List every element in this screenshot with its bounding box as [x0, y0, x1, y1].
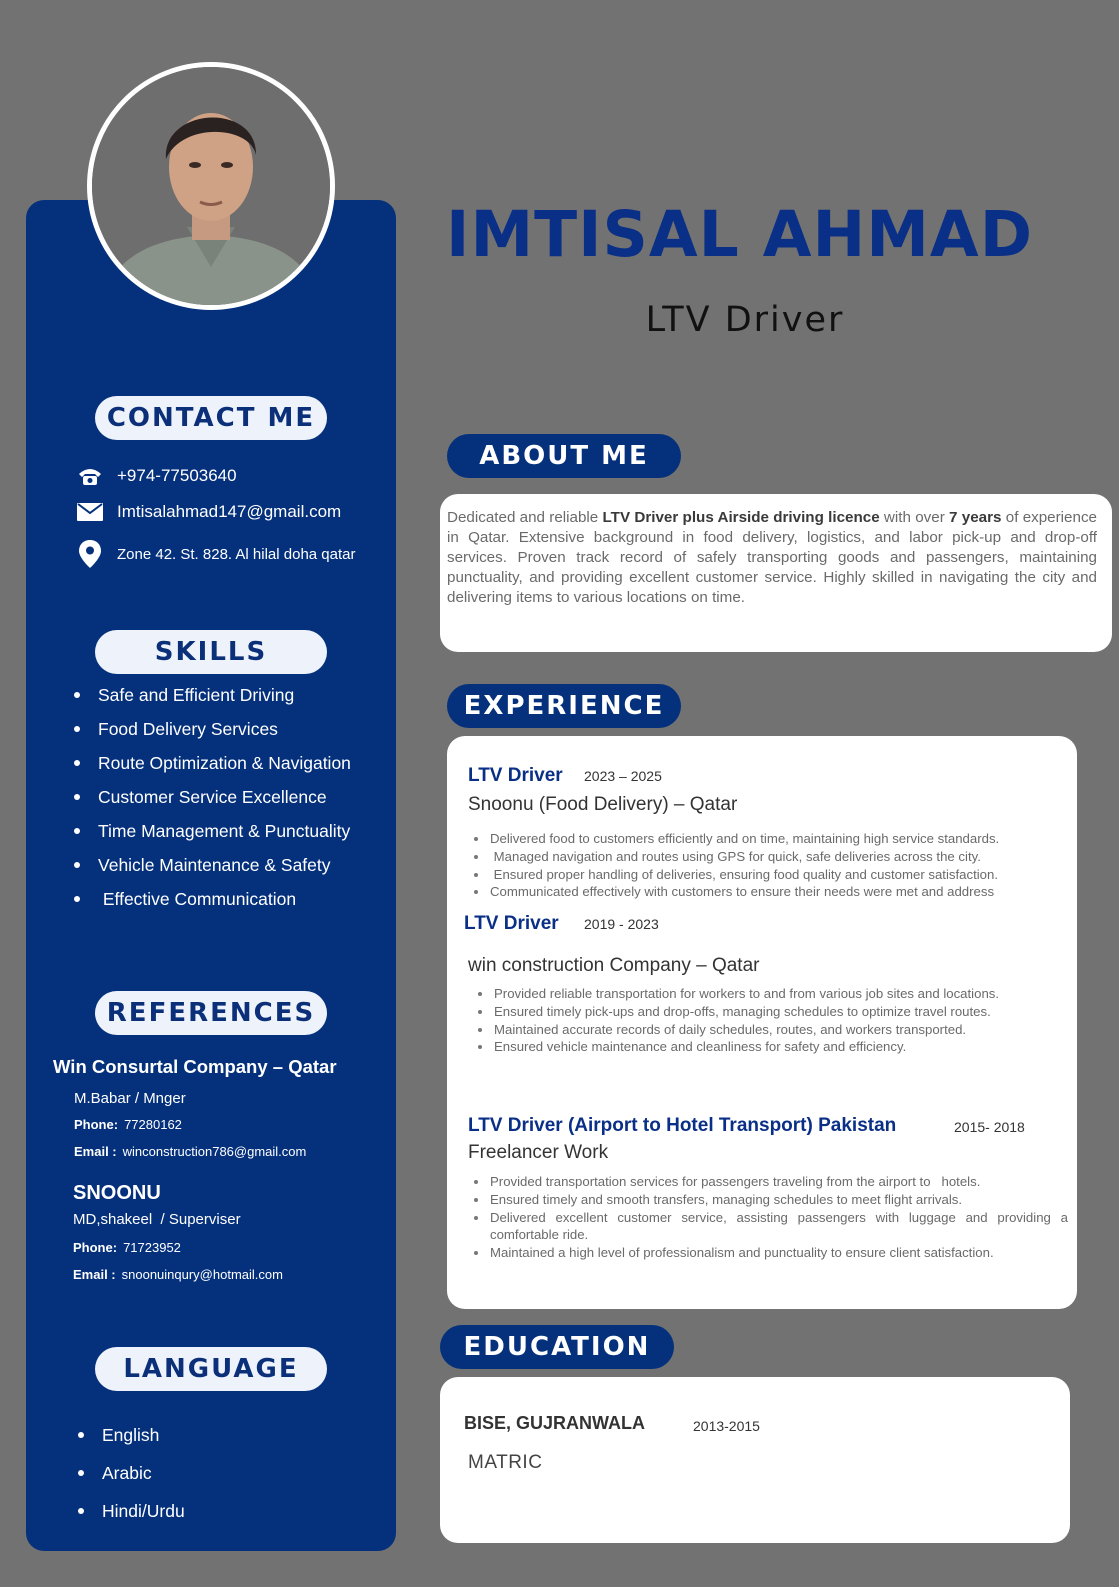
- ref-phone: Phone: 71723952: [73, 1240, 181, 1255]
- exp-dates: 2019 - 2023: [584, 916, 659, 932]
- exp-bullet: Delivered food to customers efficiently and on time, maintaining high service standards.: [470, 830, 1078, 848]
- exp-role: LTV Driver: [464, 913, 559, 934]
- skill-item: Time Management & Punctuality: [74, 820, 351, 854]
- skill-item: Customer Service Excellence: [74, 786, 351, 820]
- contact-address: [76, 540, 356, 568]
- edu-degree: MATRIC: [468, 1452, 543, 1473]
- skills-list: [74, 684, 351, 922]
- address-text: Zone 42. St. 828. Al hilal doha qatar: [117, 545, 356, 563]
- skills-heading: SKILLS: [95, 630, 327, 674]
- ref-company: Win Consurtal Company – Qatar: [53, 1056, 337, 1077]
- references-heading: REFERENCES: [95, 991, 327, 1035]
- language-item: Arabic: [78, 1462, 185, 1500]
- exp-bullet: Provided transportation services for passengers traveling from the airport to hotels.: [470, 1173, 1068, 1191]
- exp-role: LTV Driver (Airport to Hotel Transport) Pakistan: [468, 1115, 897, 1136]
- language-item: Hindi/Urdu: [78, 1500, 185, 1538]
- exp-bullets: [470, 1173, 1068, 1262]
- skill-item: Vehicle Maintenance & Safety: [74, 854, 351, 888]
- exp-bullets: [470, 830, 1078, 901]
- about-text: Dedicated and reliable LTV Driver plus Airside driving licence with over 7 years of experience in Qatar. Extensive background in food delivery, logistics, and labor pick-up and drop-off services. Proven track record of safely transporting goods and passengers, maintaining punctuality, and providing excellent customer service. Highly skilled in navigating the city and delivering items to various locations on time.: [447, 509, 1097, 606]
- exp-bullet: Provided reliable transportation for workers to and from various job sites and locations.: [474, 985, 1074, 1003]
- exp-dates: 2023 – 2025: [584, 768, 662, 784]
- exp-company: win construction Company – Qatar: [468, 955, 760, 976]
- location-pin-icon: [76, 540, 104, 568]
- about-heading: ABOUT ME: [447, 434, 681, 478]
- ref-company: SNOONU: [73, 1182, 161, 1204]
- ref-email: Email : snoonuinqury@hotmail.com: [73, 1267, 283, 1282]
- exp-bullet: Managed navigation and routes using GPS for quick, safe deliveries across the city.: [470, 848, 1078, 866]
- exp-bullet: Ensured timely pick-ups and drop-offs, managing schedules to optimize travel routes.: [474, 1003, 1074, 1021]
- edu-school: BISE, GUJRANWALA: [464, 1413, 646, 1433]
- exp-bullet: Delivered excellent customer service, assisting passengers with luggage and providing a comfortable ride.: [470, 1209, 1068, 1245]
- full-name: IMTISAL AHMAD: [446, 198, 1033, 271]
- skill-item: Effective Communication: [74, 888, 351, 922]
- ref-person: MD,shakeel / Superviser: [73, 1211, 241, 1228]
- ref-email: Email : winconstruction786@gmail.com: [74, 1144, 307, 1159]
- language-item: English: [78, 1424, 185, 1462]
- ref-phone: Phone: 77280162: [74, 1117, 182, 1132]
- exp-bullet: Communicated effectively with customers to ensure their needs were met and address: [470, 883, 1078, 901]
- exp-bullets: [474, 985, 1074, 1056]
- job-title: LTV Driver: [645, 300, 845, 340]
- ref-person: M.Babar / Mnger: [74, 1090, 186, 1107]
- contact-heading: CONTACT ME: [95, 396, 327, 440]
- exp-bullet: Maintained a high level of professionalism and punctuality to ensure client satisfaction.: [470, 1244, 1068, 1262]
- edu-years: 2013-2015: [693, 1418, 760, 1434]
- skill-item: Food Delivery Services: [74, 718, 351, 752]
- exp-company: Freelancer Work: [468, 1142, 609, 1163]
- profile-photo: [87, 62, 335, 310]
- exp-bullet: Ensured vehicle maintenance and cleanliness for safety and efficiency.: [474, 1038, 1074, 1056]
- education-heading: EDUCATION: [440, 1325, 674, 1369]
- exp-bullet: Ensured timely and smooth transfers, managing schedules to meet flight arrivals.: [470, 1191, 1068, 1209]
- skill-item: Route Optimization & Navigation: [74, 752, 351, 786]
- exp-bullet: Ensured proper handling of deliveries, ensuring food quality and customer satisfaction.: [470, 866, 1078, 884]
- exp-bullet: Maintained accurate records of daily schedules, routes, and workers transported.: [474, 1021, 1074, 1039]
- exp-dates: 2015- 2018: [954, 1119, 1025, 1135]
- email-text[interactable]: Imtisalahmad147@gmail.com: [117, 502, 342, 521]
- skill-item: Safe and Efficient Driving: [74, 684, 351, 718]
- phone-icon: [76, 466, 104, 486]
- mail-icon: [76, 503, 104, 521]
- exp-company: Snoonu (Food Delivery) – Qatar: [468, 794, 738, 815]
- phone-text[interactable]: +974-77503640: [117, 466, 237, 485]
- experience-heading: EXPERIENCE: [447, 684, 681, 728]
- contact-phone: [76, 466, 237, 486]
- language-heading: LANGUAGE: [95, 1347, 327, 1391]
- contact-email: [76, 502, 341, 522]
- language-list: [78, 1424, 185, 1538]
- exp-role: LTV Driver: [468, 765, 563, 786]
